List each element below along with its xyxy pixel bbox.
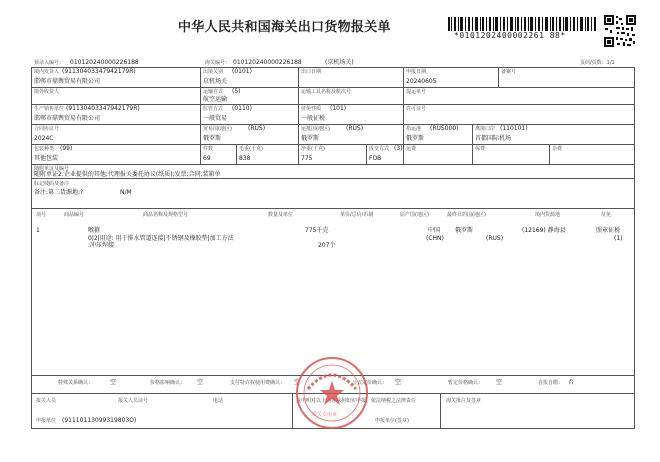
export-date-label: 出口日期 bbox=[301, 69, 322, 75]
agent-code: (91110113099319803O) bbox=[62, 417, 137, 424]
item-qty-pieces: 207个 bbox=[318, 242, 336, 249]
supervision-label: 监管方式 bbox=[203, 106, 224, 112]
declarer-label: 报关人员 bbox=[36, 398, 57, 404]
item-levy-code: (1) bbox=[614, 235, 623, 242]
license-label: 许可证号 bbox=[406, 106, 427, 112]
item-levy-name: 照章征税 bbox=[596, 227, 621, 234]
gross-weight-label: 毛重(千克) bbox=[239, 146, 263, 152]
item-source: (12169) 静海县 bbox=[522, 227, 566, 234]
transport-mode-code: (5) bbox=[232, 88, 241, 95]
col-final-dest: 最终目的国(地区) bbox=[447, 212, 486, 218]
provisional-price-label: 暂定价格确认： bbox=[448, 380, 484, 386]
levy-nature-label: 征免性质 bbox=[301, 106, 322, 112]
bill-of-lading-label: 提运单号 bbox=[406, 89, 427, 95]
pieces-label: 件数 bbox=[203, 146, 214, 152]
self-pay-value: 否 bbox=[568, 379, 575, 386]
agent-sign-label: 申报单位(签章) bbox=[375, 418, 409, 424]
barcode bbox=[448, 16, 596, 38]
col-name: 商品名称及规格型号 bbox=[143, 212, 189, 218]
misc-fee-label: 杂费 bbox=[552, 146, 563, 152]
preentry-number: 010120240000226188 bbox=[70, 59, 139, 66]
item-dest-name: 俄罗斯 bbox=[455, 227, 474, 234]
contract-value: 2024C bbox=[34, 135, 54, 142]
item-no: 1 bbox=[36, 227, 40, 234]
stamp-text: 报关专用章 bbox=[312, 412, 338, 418]
trade-terms-code: (3) bbox=[394, 145, 403, 152]
producer-label: 生产销售单位 bbox=[34, 106, 65, 112]
trade-country-label: 贸易国(地区) bbox=[203, 126, 232, 132]
customs-no-label: 海关编号： bbox=[205, 60, 231, 66]
barcode-bars bbox=[448, 17, 596, 31]
col-levy: 征免 bbox=[601, 212, 612, 218]
formula-price-value: 空 bbox=[395, 379, 402, 386]
pieces-value: 69 bbox=[203, 155, 211, 162]
col-origin: 原产国(地区) bbox=[400, 212, 429, 218]
item-dest-code: (RUS) bbox=[486, 235, 504, 242]
net-weight-label: 净重(千克) bbox=[301, 146, 325, 152]
formula-price-label: 公式定价确认： bbox=[352, 380, 388, 386]
consignee-label: 境外收货人 bbox=[34, 89, 60, 95]
trade-country-code: (RUS) bbox=[248, 125, 266, 132]
marks-label: 标记唛码及备注 bbox=[34, 181, 70, 187]
freight-label: 运费 bbox=[406, 146, 417, 152]
phone-label: 电话 bbox=[213, 398, 224, 404]
special-relation-label: 特殊关系确认： bbox=[58, 380, 94, 386]
royalty-label: 支付特许权使用费确认： bbox=[230, 380, 286, 386]
exit-port-name: 京机场关 bbox=[203, 78, 228, 85]
provisional-price-value: 空 bbox=[496, 379, 503, 386]
dest-country-label: 运抵国(地区) bbox=[301, 126, 330, 132]
declarer-cert-label: 报关人员证号 bbox=[118, 398, 149, 404]
customs-number: 010120240000226188 bbox=[233, 59, 302, 66]
declaration-date-value: 20240605 bbox=[406, 78, 437, 85]
producer-code: (91130403347942179R) bbox=[66, 105, 140, 112]
gross-weight-value: 838 bbox=[239, 155, 251, 162]
contract-label: 合同协议号 bbox=[34, 126, 60, 132]
levy-nature-code: (101) bbox=[330, 105, 347, 112]
special-relation-value: 空 bbox=[110, 379, 117, 386]
package-type-code: (99) bbox=[60, 145, 73, 152]
self-pay-label: 自报自缴： bbox=[538, 380, 564, 386]
customs-remarks-label: 海关批注及签章 bbox=[446, 398, 482, 404]
legal-statement: 兹申明对以上内容承担如实申报、依法纳税之法律责任 bbox=[296, 398, 417, 404]
item-spec-line2: :冲压焊接 bbox=[88, 242, 115, 249]
exit-port-code: (0101) bbox=[232, 68, 252, 75]
trade-terms-name: FOB bbox=[369, 155, 382, 162]
customs-seal-stamp bbox=[296, 357, 368, 429]
item-qty-weight: 775千克 bbox=[305, 227, 329, 234]
consignor-name: 邯郸市鼎舆贸易有限公司 bbox=[34, 78, 101, 85]
producer-name: 邯郸市鼎舆贸易有限公司 bbox=[34, 115, 101, 122]
royalty-value: 空 bbox=[294, 379, 301, 386]
col-qty: 数量及单位 bbox=[268, 212, 294, 218]
package-type-name: 其他包装 bbox=[34, 155, 59, 162]
dest-port-name: 俄罗斯 bbox=[406, 135, 425, 142]
preentry-label: 预录入编号： bbox=[34, 60, 65, 66]
package-type-label: 包装种类 bbox=[34, 146, 55, 152]
vessel-label: 运输工具名称及航次号 bbox=[301, 89, 352, 95]
col-no: 项号 bbox=[36, 212, 47, 218]
declaration-date-label: 申报日期 bbox=[406, 69, 427, 75]
page-title: 中华人民共和国海关出口货物报关单 bbox=[178, 20, 391, 35]
exit-port-label: 出境关别 bbox=[203, 69, 224, 75]
record-no-label: 备案号 bbox=[501, 69, 517, 75]
supervision-code: (0110) bbox=[232, 105, 252, 112]
insurance-label: 保费 bbox=[475, 146, 486, 152]
item-name: 喉箍 bbox=[88, 227, 101, 234]
exit-port-name-2: 首都国际机场 bbox=[475, 135, 512, 142]
trade-terms-label: 成交方式 bbox=[369, 146, 390, 152]
net-weight-value: 775 bbox=[301, 155, 313, 162]
barcode-number: *0101202400002261 88* bbox=[454, 31, 566, 40]
item-origin-code: (CHN) bbox=[426, 235, 444, 242]
col-price: 单价/总价/币制 bbox=[340, 212, 374, 218]
customs-office: (京机场关) bbox=[325, 59, 354, 66]
item-origin-name: 中国 bbox=[428, 227, 441, 234]
documents-label: 随附单证及编号 bbox=[34, 166, 70, 172]
consignor-code: (91130403347942179R) bbox=[62, 68, 136, 75]
price-impact-label: 价格影响确认： bbox=[150, 380, 186, 386]
col-source: 境内货源地 bbox=[535, 212, 561, 218]
agent-label: 申报单位 bbox=[36, 418, 57, 424]
item-spec-line1: 0|2|用途: 用于排水管道连接|不锈钢及橡胶垫|加工方法 bbox=[88, 235, 234, 242]
marks-nm: N/M bbox=[120, 189, 132, 196]
marks-remarks: 备注:第二货源地:? bbox=[34, 189, 84, 196]
dest-port-label: 指运港 bbox=[406, 126, 422, 132]
transport-mode-name: 航空运输 bbox=[203, 96, 228, 103]
levy-nature-name: 一般征税 bbox=[301, 115, 326, 122]
trade-country-name: 俄罗斯 bbox=[203, 135, 222, 142]
dest-country-code: (RUS) bbox=[346, 125, 364, 132]
col-code: 商品编号 bbox=[64, 212, 85, 218]
dest-country-name: 俄罗斯 bbox=[301, 135, 320, 142]
consignor-label: 境内发货人 bbox=[34, 69, 60, 75]
page-indicator: 页码/页数：1/1 bbox=[580, 60, 615, 66]
documents-value: 随附单证2:企业提供的其他;代理报关委托协议(纸质);发票;合同;装箱单 bbox=[34, 171, 221, 178]
supervision-name: 一般贸易 bbox=[203, 115, 228, 122]
exit-port-label-2: 离境口岸 bbox=[475, 126, 496, 132]
transport-mode-label: 运输方式 bbox=[203, 89, 224, 95]
price-impact-value: 空 bbox=[197, 379, 204, 386]
dest-port-code: (RUS000) bbox=[430, 125, 459, 132]
exit-port-code-2: (110101) bbox=[500, 125, 528, 132]
qr-code-icon bbox=[603, 14, 637, 48]
